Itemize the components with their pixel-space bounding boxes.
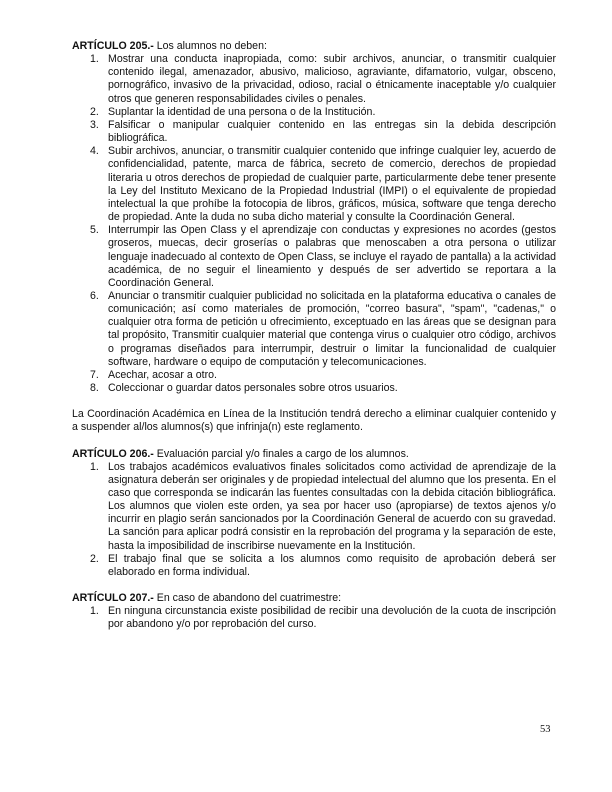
list-item (72, 145, 556, 224)
list-text: Coleccionar o guardar datos personales sobre otros usuarios. (108, 382, 398, 395)
article-heading (72, 592, 556, 605)
list-number: 2. (90, 552, 99, 565)
article-list (72, 53, 556, 395)
article-207 (72, 592, 556, 631)
document-page (72, 40, 556, 645)
list-text: Suplantar la identidad de una persona o de la Institución. (108, 105, 376, 118)
list-text: Subir archivos, anunciar, o transmitir cualquier contenido que infringe cualquier ley, acuerdo de confidencialidad, patente, marca de fábrica, secreto de comercio, derechos de propiedad literaria u otros derechos de propiedad de cualquier parte, particularmente debe tener presente la Ley del Instituto Mexicano de la Propiedad Industrial (IMPI) o el equivalente de propiedad intelectual la que prohíbe la fotocopia de libros, gráficos, música, software que tenga derecho de propiedad. Ante la duda no suba dicho material y consulte la Coordinación General. (108, 145, 556, 224)
list-item (72, 53, 556, 106)
list-text: Los trabajos académicos evaluativos finales solicitados como actividad de aprendizaje de la asignatura deberán ser originales y de propiedad intelectual del alumno que los presenta. En el caso que corresponda se indicarán las fuentes consultadas con la debida citación bibliográfica. Los alumnos que violen este orden, ya sea por hacer uso (apropiarse) de textos ajenos y/o incurrir en plagio serán sancionados por la Coordinación General de acuerdo con su gravedad. La sanción para aplicar podrá consistir en la reprobación del programa y la separación de este, hasta la imposibilidad de inscribirse nuevamente en la Institución. (108, 460, 556, 552)
page-number: 53 (540, 724, 551, 735)
article-title: ARTÍCULO 207.- (72, 592, 154, 605)
list-number: 1. (90, 53, 99, 66)
list-text: En ninguna circunstancia existe posibilidad de recibir una devolución de la cuota de inscripción por abandono y/o por reprobación del curso. (108, 605, 556, 631)
article-heading (72, 40, 556, 53)
list-number: 5. (90, 224, 99, 237)
article-heading (72, 448, 556, 461)
list-number: 3. (90, 118, 99, 131)
list-number: 8. (90, 382, 99, 395)
article-intro: En caso de abandono del cuatrimestre: (153, 592, 342, 605)
list-item (72, 461, 556, 553)
list-number: 1. (90, 605, 99, 618)
list-text: Anunciar o transmitir cualquier publicidad no solicitada en la plataforma educativa o canales de comunicación; así como materiales de promoción, "correo basura", "spam", "cadenas," o cualquier otra forma de petición u ofrecimiento, exceptuado en las áreas que se designan para tal propósito, Transmitir cualquier material que contenga virus o cualquier otro código, archivos o programas diseñados para interrumpir, destruir o limitar la funcionalidad de cualquier software, hardware o equipo de computación y telecomunicaciones. (108, 289, 556, 368)
list-item (72, 553, 556, 579)
article-intro: Los alumnos no deben: (153, 40, 267, 52)
list-text: Interrumpir las Open Class y el aprendizaje con conductas y expresiones no acordes (gestos groseros, muecas, decir groserías o palabras que menoscaben a otra persona o utilizar lenguaje inadecuado al contexto de Open Class, se incluye el rayado de pantalla) a la actividad académica, de no seguir el lineamiento y después de ser advertido se reportara a la Coordinación General. (108, 224, 556, 289)
list-number: 6. (90, 289, 99, 302)
list-text: Mostrar una conducta inapropiada, como: subir archivos, anunciar, o transmitir cualquier contenido ilegal, amenazador, abusivo, malicioso, agraviante, difamatorio, vulgar, obsceno, pornográfico, invasivo de la privacidad, odioso, racial o étnicamente inaceptable y/o cualquier otros que generen responsabilidades civiles o penales. (108, 53, 556, 105)
list-number: 7. (90, 368, 99, 381)
list-item (72, 224, 556, 290)
list-text: El trabajo final que se solicita a los alumnos como requisito de aprobación deberá ser elaborado en forma individual. (108, 552, 556, 578)
article-205 (72, 40, 556, 395)
list-number: 4. (90, 145, 99, 158)
article-list (72, 461, 556, 579)
article-intro: Evaluación parcial y/o finales a cargo de los alumnos. (153, 447, 409, 460)
list-item (72, 382, 556, 395)
article-title: ARTÍCULO 205.- (72, 40, 154, 52)
list-text: Acechar, acosar a otro. (108, 368, 217, 381)
article-list (72, 605, 556, 631)
article-title: ARTÍCULO 206.- (72, 447, 154, 460)
body-paragraph: La Coordinación Académica en Línea de la Institución tendrá derecho a eliminar cualquier contenido y a suspender al/los alumnos(s) que infrinja(n) este reglamento. (72, 408, 556, 434)
list-item (72, 119, 556, 145)
list-number: 1. (90, 460, 99, 473)
list-text: Falsificar o manipular cualquier contenido en las entregas sin la debida descripción bibliográfica. (108, 118, 556, 145)
list-item (72, 106, 556, 119)
list-item (72, 290, 556, 369)
article-206 (72, 448, 556, 580)
list-item (72, 369, 556, 382)
list-number: 2. (90, 105, 99, 118)
list-item (72, 605, 556, 631)
